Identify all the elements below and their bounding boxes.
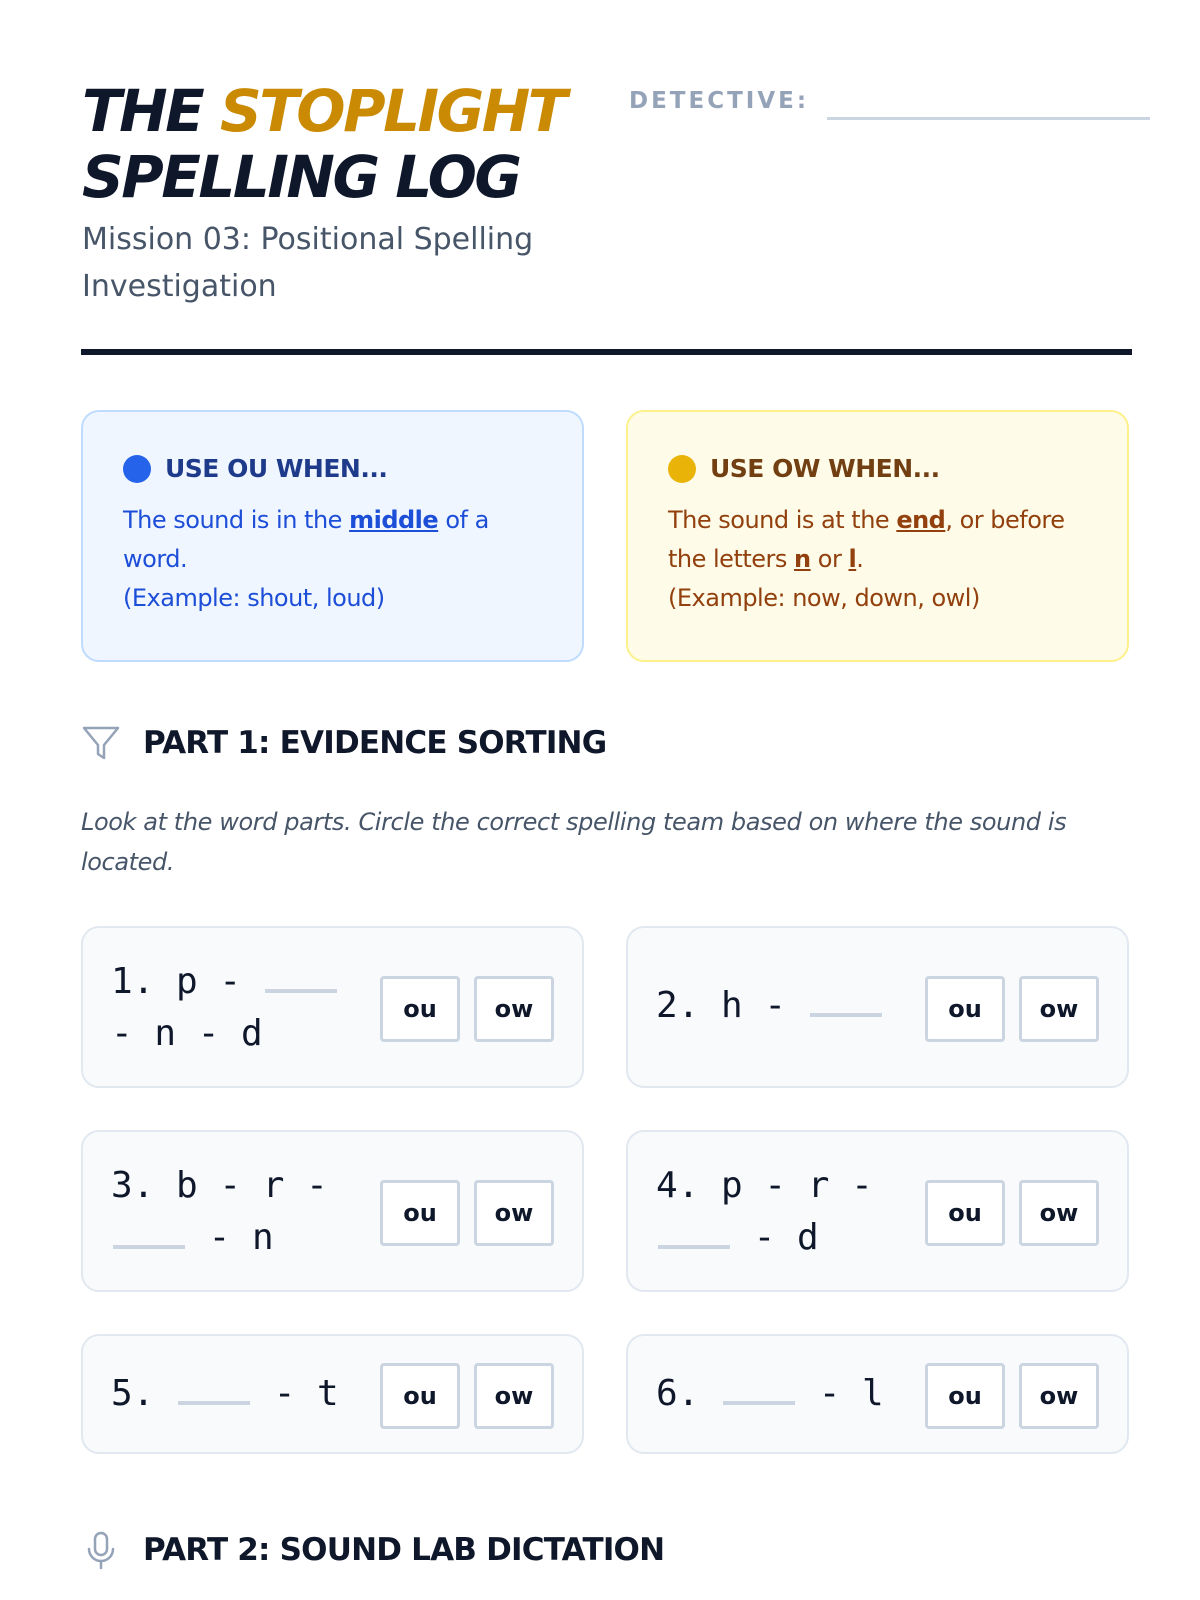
item-6-line1: 6. [656,1373,722,1414]
rule-key-middle: middle [349,506,439,534]
sort-item-3 [81,1130,584,1292]
sort-item-4 [626,1130,1129,1292]
rule-title-ou: USE OU WHEN... [165,454,388,483]
rule-text-ow-or: or [817,545,842,573]
rule-text-ow [668,501,1087,618]
item-4-choice-ow[interactable]: ow [1019,1180,1099,1246]
item-2-choices [911,976,1099,1042]
item-4-word [656,1160,873,1264]
item-6-word [656,1368,884,1420]
item-1-choice-ow[interactable]: ow [474,976,554,1042]
part2-title: PART 2: SOUND LAB DICTATION [143,1532,665,1568]
rule-text-ou-after: of a word. [123,506,489,573]
title-word-stoplight: STOPLIGHT [219,77,565,145]
item-6-choice-ou[interactable]: ou [925,1363,1005,1429]
page-title [82,78,602,210]
item-5-choice-ow[interactable]: ow [474,1363,554,1429]
rule-title-ow: USE OW WHEN... [710,454,940,483]
detective-label: DETECTIVE: [629,88,810,114]
yellow-dot-icon [668,455,696,483]
rule-card-ow [626,410,1129,662]
item-1-line2: - n - d [111,1013,263,1054]
rule-key-l: l [848,545,857,573]
item-2-choice-ou[interactable]: ou [925,976,1005,1042]
item-2-choice-ow[interactable]: ow [1019,976,1099,1042]
rule-key-n: n [794,545,811,573]
title-block [82,78,602,310]
item-5-choices [366,1363,554,1429]
rule-text-ow-before: The sound is at the [668,506,890,534]
detective-name-line[interactable] [827,117,1150,120]
rule-text-ou [123,501,542,618]
item-2-word [656,980,884,1032]
item-4-choice-ou[interactable]: ou [925,1180,1005,1246]
blue-dot-icon [123,455,151,483]
item-1-choice-ou[interactable]: ou [380,976,460,1042]
item-3-choice-ou[interactable]: ou [380,1180,460,1246]
detective-name-field [629,86,1150,120]
item-1-word [111,956,339,1060]
rule-head-ow [668,454,1087,483]
part1-header [81,723,606,763]
item-3-blank[interactable] [113,1245,185,1249]
title-line-2: SPELLING LOG [82,143,520,211]
item-6-choice-ow[interactable]: ow [1019,1363,1099,1429]
microphone-icon [81,1530,121,1570]
part1-title: PART 1: EVIDENCE SORTING [143,725,607,761]
item-3-line1: 3. b - r - [111,1165,328,1206]
item-2-blank[interactable] [810,1013,882,1017]
item-6-line2: - l [797,1373,884,1414]
item-5-line2: - t [252,1373,339,1414]
item-3-choice-ow[interactable]: ow [474,1180,554,1246]
item-3-word [111,1160,328,1264]
sort-item-5 [81,1334,584,1454]
part2-header [81,1530,664,1570]
mission-subtitle: Mission 03: Positional Spelling Investigation [82,222,534,304]
part1-instructions: Look at the word parts. Circle the correct spelling team based on where the sound is located. [81,808,1067,876]
item-6-blank[interactable] [723,1401,795,1405]
rule-key-end: end [896,506,946,534]
item-5-line1: 5. [111,1373,177,1414]
item-3-line2: - n [187,1217,274,1258]
title-word-the: THE [82,77,203,145]
sort-item-6 [626,1334,1129,1454]
sort-item-1 [81,926,584,1088]
item-1-choices [366,976,554,1042]
rule-text-ow-mid: , or before the letters [668,506,1065,573]
header-divider [81,349,1132,355]
item-4-line1: 4. p - r - [656,1165,873,1206]
item-4-blank[interactable] [658,1245,730,1249]
item-5-choice-ou[interactable]: ou [380,1363,460,1429]
item-5-word [111,1368,339,1420]
filter-icon [81,723,121,763]
rule-card-ou [81,410,584,662]
rule-text-ow-end: . [856,545,864,573]
sort-item-2 [626,926,1129,1088]
rule-head-ou [123,454,542,483]
item-5-blank[interactable] [178,1401,250,1405]
item-2-line1: 2. h - [656,985,808,1026]
rule-text-ou-before: The sound is in the [123,506,342,534]
rule-example-ou: (Example: shout, loud) [123,584,385,612]
item-4-line2: - d [732,1217,819,1258]
item-1-line1: 1. p - [111,961,263,1002]
item-3-choices [366,1180,554,1246]
item-6-choices [911,1363,1099,1429]
item-4-choices [911,1180,1099,1246]
rule-example-ow: (Example: now, down, owl) [668,584,980,612]
item-1-blank[interactable] [265,989,337,993]
